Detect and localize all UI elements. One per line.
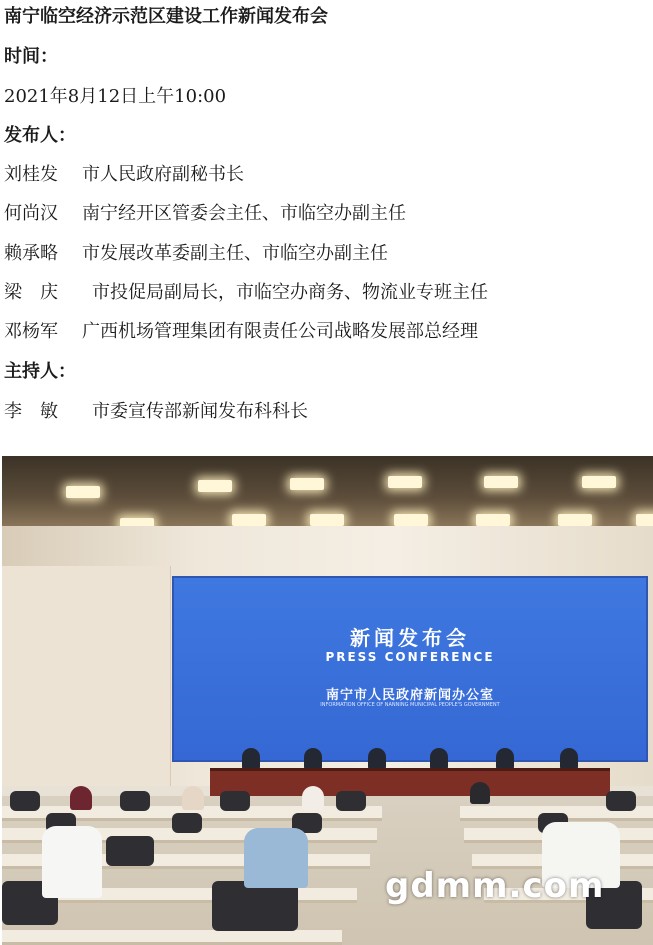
- speaker: [304, 748, 322, 770]
- publisher-role: 市发展改革委副主任、市临空办副主任: [82, 243, 388, 264]
- wall-panel: [86, 566, 171, 786]
- watermark: gdmm.com: [385, 866, 605, 906]
- ceiling-light: [636, 514, 653, 526]
- ceiling-light: [394, 514, 428, 526]
- attendee: [302, 786, 324, 810]
- host-name: 李 敏: [4, 401, 58, 422]
- press-conference-photo: [2, 456, 653, 945]
- ceiling-light: [66, 486, 100, 498]
- screen-title: 新闻发布会: [350, 626, 470, 650]
- chair: [212, 881, 298, 931]
- attendee: [70, 786, 92, 810]
- speaker: [560, 748, 578, 770]
- time-label: 时间：: [4, 46, 58, 67]
- publisher-role: 市投促局副局长，市临空办商务、物流业专班主任: [92, 282, 488, 303]
- ceiling-light: [198, 480, 232, 492]
- publisher-name: 何尚汉: [4, 203, 58, 224]
- ceiling-light: [310, 514, 344, 526]
- audience-desk: [2, 930, 342, 945]
- speaker: [242, 748, 260, 770]
- ceiling-light: [290, 478, 324, 490]
- publisher-name: 赖承略: [4, 243, 58, 264]
- chair: [10, 791, 40, 811]
- publisher-row: [4, 278, 488, 308]
- chair: [606, 791, 636, 811]
- chair: [172, 813, 202, 833]
- publisher-row: [4, 317, 478, 347]
- screen-org-en: INFORMATION OFFICE OF NANNING MUNICIPAL PEOPLE'S GOVERNMENT: [320, 702, 500, 708]
- ceiling-light: [476, 514, 510, 526]
- publisher-label: 发布人：: [4, 125, 76, 146]
- publisher-row: [4, 239, 388, 269]
- publisher-role: 南宁经开区管委会主任、市临空办副主任: [82, 203, 406, 224]
- wall-panel: [2, 566, 87, 786]
- publisher-role: 市人民政府副秘书长: [82, 164, 244, 185]
- time-value: 2021年8月12日上午10:00: [4, 86, 227, 107]
- chair: [106, 836, 154, 866]
- publisher-name: 梁 庆: [4, 282, 58, 303]
- screen-subtitle: PRESS CONFERENCE: [325, 650, 495, 664]
- speaker: [430, 748, 448, 770]
- speaker: [496, 748, 514, 770]
- chair: [220, 791, 250, 811]
- screen-org: 南宁市人民政府新闻办公室: [325, 688, 494, 703]
- ceiling-light: [388, 476, 422, 488]
- headline: 南宁临空经济示范区建设工作新闻发布会: [4, 6, 328, 27]
- publisher-row: [4, 199, 406, 229]
- publisher-name: 刘桂发: [4, 164, 58, 185]
- attendee: [182, 786, 204, 810]
- ceiling-light: [232, 514, 266, 526]
- ceiling-light: [484, 476, 518, 488]
- ceiling: [2, 456, 653, 526]
- speaker: [368, 748, 386, 770]
- press-screen: [172, 576, 648, 762]
- attendee: [42, 826, 102, 898]
- publisher-role: 广西机场管理集团有限责任公司战略发展部总经理: [82, 321, 478, 342]
- host-row: [4, 397, 308, 427]
- publisher-row: [4, 160, 244, 190]
- host-label: 主持人：: [4, 361, 76, 382]
- ceiling-light: [582, 476, 616, 488]
- publisher-name: 邓杨军: [4, 321, 58, 342]
- chair: [120, 791, 150, 811]
- host-role: 市委宣传部新闻发布科科长: [92, 401, 308, 422]
- chair: [336, 791, 366, 811]
- ceiling-light: [558, 514, 592, 526]
- attendee: [470, 782, 490, 804]
- attendee: [244, 828, 308, 888]
